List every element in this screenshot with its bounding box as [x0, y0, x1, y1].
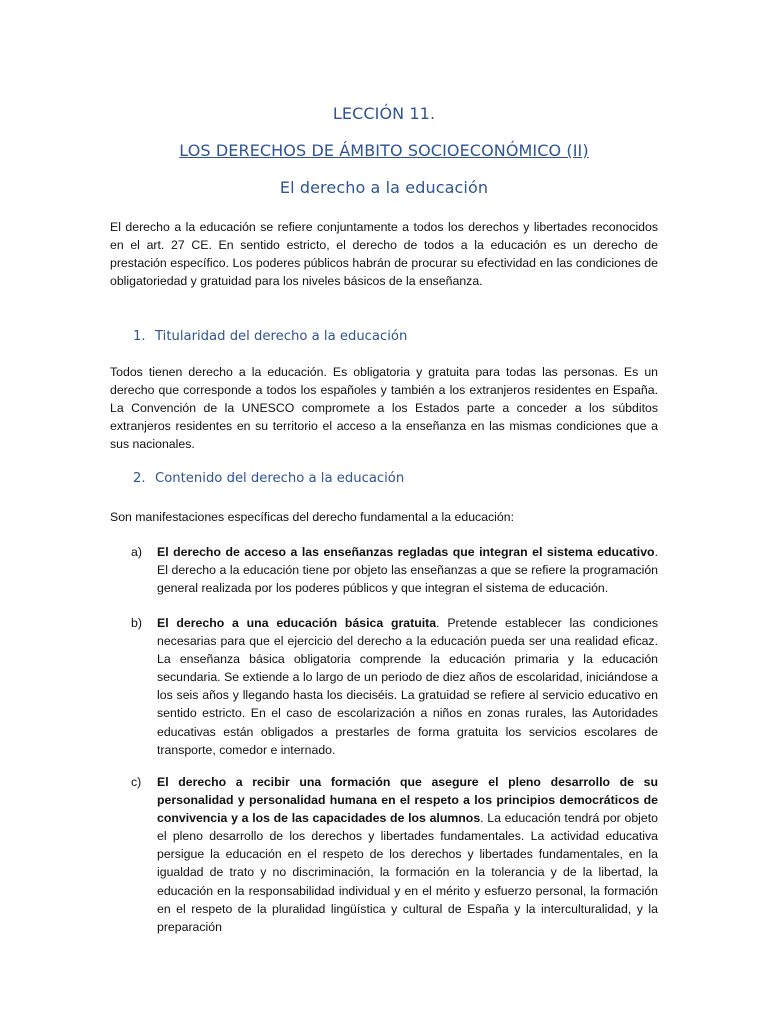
list-marker: b) — [131, 616, 142, 630]
list-item-text: . El derecho a la educación tiene por objeto las enseñanzas a que se refiere la programación general realizada por los poderes públicos y que integran el sistema de educación. — [157, 545, 658, 596]
section-number: 1. — [133, 329, 146, 344]
lesson-title: LECCIÓN 11. — [332, 104, 436, 123]
section-heading-1 — [133, 329, 407, 344]
section-heading-2 — [133, 471, 404, 486]
list-item-lead: El derecho a una educación básica gratuita — [157, 616, 437, 630]
list-item-text: . La educación tendrá por objeto el pleno desarrollo de los derechos y libertades fundamentales. La actividad educativa persigue la educación en el respeto de los derechos y libertades fundamentales, en la igualdad de trato y no discriminación, la formación en la tolerancia y de la libertad, la educación en la responsabilidad individual y en el mérito y esfuerzo personal, la formación en el respeto de la pluralidad lingüística y cultural de España y la interculturalidad, y la preparación — [157, 811, 658, 934]
subtopic-title: El derecho a la educación — [279, 178, 489, 197]
topic-title: LOS DERECHOS DE ÁMBITO SOCIOECONÓMICO (II) — [179, 141, 589, 160]
section-title: Titularidad del derecho a la educación — [155, 329, 408, 344]
list-item-lead: El derecho de acceso a las enseñanzas regladas que integran el sistema educativo — [157, 545, 655, 559]
list-item-lead: El derecho a recibir una formación que asegure el pleno desarrollo de su personalidad y personalidad humana en el respeto a los principios democráticos de convivencia y a los de las capacidades de los alumnos — [157, 775, 658, 826]
list-item-body — [157, 543, 658, 597]
section-number: 2. — [133, 471, 146, 486]
list-marker: c) — [131, 775, 142, 789]
list-marker: a) — [131, 545, 142, 559]
section-paragraph-1: Todos tienen derecho a la educación. Es obligatoria y gratuita para todas las personas. Es un derecho que corresponde a todos los españoles y también a los extranjeros residentes en España. La Convención de la UNESCO compromete a los Estados parte a conceder a los súbditos extranjeros residentes en su territorio el acceso a la enseñanza en las mismas condiciones que a sus nacionales. — [110, 365, 658, 452]
list-item-body — [157, 773, 658, 936]
intro-paragraph: El derecho a la educación se refiere conjuntamente a todos los derechos y libertades reconocidos en el art. 27 CE. En sentido estricto, el derecho de todos a la educación es un derecho de prestación específico. Los poderes públicos habrán de procurar su efectividad en las condiciones de obligatoriedad y gratuidad para los niveles básicos de la enseñanza. — [110, 220, 658, 289]
list-item-body — [157, 614, 658, 759]
section-paragraph-2: Son manifestaciones específicas del derecho fundamental a la educación: — [110, 510, 515, 524]
list-item-text: . Pretende establecer las condiciones necesarias para que el ejercicio del derecho a la educación pueda ser una realidad eficaz. La enseñanza básica obligatoria comprende la educación primaria y la educación secundaria. Se extiende a lo largo de un periodo de diez años de escolaridad, iniciándose a los seis años y llegando hasta los dieciséis. La gratuidad se refiere al servicio educativo en sentido estricto. En el caso de escolarización a niños en zonas rurales, las Autoridades educativas están obligados a prestarles de forma gratuita los servicios escolares de transporte, comedor e internado. — [157, 616, 658, 757]
section-title: Contenido del derecho a la educación — [155, 471, 405, 486]
